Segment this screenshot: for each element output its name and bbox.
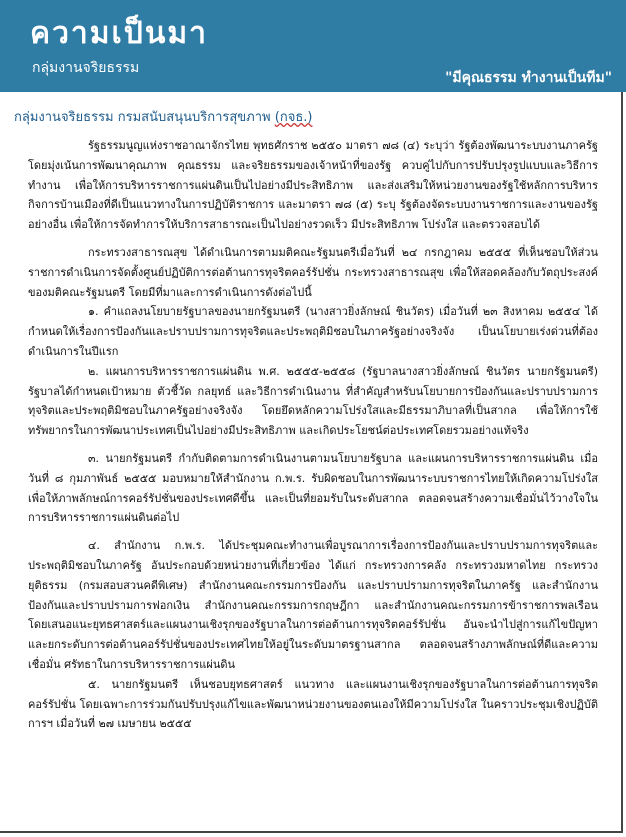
document-heading [14, 106, 312, 127]
page-title: ความเป็นมา [30, 16, 208, 51]
heading-abbreviation: (กจธ.) [274, 110, 313, 125]
paragraph-item-3: ๓. นายกรัฐมนตรี กำกับติดตามการดำเนินงานตามนโยบายรัฐบาล และแผนการบริหารราชการแผ่นดิน เมื่อวันที่ ๘ กุมภาพันธ์ ๒๕๕๕ มอบหมายให้สำนักงาน ก.พ.ร. รับผิดชอบในการพัฒนาระบบราชการไทยให้เกิดความโปร่งใส เพื่อให้ภาพลักษณ์การคอร์รัปชั่นของประเทศดีขึ้น และเป็นที่ยอมรับในระดับสากล ตลอดจนสร้างความเชื่อมั่นไว้วางใจในการบริหารราชการแผ่นดินต่อไป [28, 451, 598, 525]
paragraph-item-5: ๕. นายกรัฐมนตรี เห็นชอบยุทธศาสตร์ แนวทาง และแผนงานเชิงรุกของรัฐบาลในการต่อต้านการทุจริตคอร์รัปชั่น โดยเฉพาะการร่วมกันปรับปรุงแก้ไขและพัฒนาหน่วยงานของตนเองให้มีความโปร่งใส ในคราวประชุมเชิงปฏิบัติการฯ เมื่อวันที่ ๒๗ เมษายน ๒๕๕๕ [28, 677, 598, 731]
slogan: "มีคุณธรรม ทำงานเป็นทีม" [445, 70, 612, 86]
paragraph-intro: รัฐธรรมนูญแห่งราชอาณาจักรไทย พุทธศักราช ๒๕๕๐ มาตรา ๗๘ (๔) ระบุว่า รัฐต้องพัฒนาระบบงานภาครัฐ โดยมุ่งเน้นการพัฒนาคุณภาพ คุณธรรม และจริยธรรมของเจ้าหน้าที่ของรัฐ ควบคู่ไปกับการปรับปรุงรูปแบบและวิธีการทำงาน เพื่อให้การบริหารราชการแผ่นดินเป็นไปอย่างมีประสิทธิภาพ และส่งเสริมให้หน่วยงานของรัฐใช้หลักการบริหารกิจการบ้านเมืองที่ดีเป็นแนวทางในการปฏิบัติราชการ และมาตรา ๗๘ (๕) ระบุ รัฐต้องจัดระบบงานราชการและงานของรัฐอย่างอื่น เพื่อให้การจัดทำการให้บริการสาธารณะเป็นไปอย่างรวดเร็ว มีประสิทธิภาพ โปร่งใส และตรวจสอบได้ [28, 139, 598, 232]
header-banner [0, 0, 626, 92]
paragraph-ministry: กระทรวงสาธารณสุข ได้ดำเนินการตามมติคณะรัฐมนตรีเมื่อวันที่ ๒๔ กรกฎาคม ๒๕๕๕ ที่เห็นชอบให้ส่วนราชการดำเนินการจัดตั้งศูนย์ปฏิบัติการต่อต้านการทุจริตคอร์รัปชั่น กระทรวงสาธารณสุข เพื่อให้สอดคล้องกับวัตถุประสงค์ของมติคณะรัฐมนตรี โดยมีที่มาและการดำเนินการดังต่อไปนี้ [28, 245, 598, 299]
page-subtitle: กลุ่มงานจริยธรรม [32, 60, 140, 76]
document-body [28, 136, 598, 734]
paragraph-item-1: ๑. คำแถลงนโยบายรัฐบาลของนายกรัฐมนตรี (นางสาวยิ่งลักษณ์ ชินวัตร) เมื่อวันที่ ๒๓ สิงหาคม ๒๕๕๔ ได้กำหนดให้เรื่องการป้องกันและปราบปรามการทุจริตและประพฤติมิชอบในภาครัฐอย่างจริงจัง เป็นนโยบายเร่งด่วนที่ต้องดำเนินการในปีแรก [28, 305, 598, 358]
heading-text: กลุ่มงานจริยธรรม กรมสนับสนุนบริการสุขภาพ [14, 110, 271, 125]
paragraph-item-2: ๒. แผนการบริหารราชการแผ่นดิน พ.ศ. ๒๕๕๕-๒๕๕๘ (รัฐบาลนางสาวยิ่งลักษณ์ ชินวัตร นายกรัฐมนตรี) รัฐบาลได้กำหนดเป้าหมาย ตัวชี้วัด กลยุทธ์ และวิธีการดำเนินงาน ที่สำคัญสำหรับนโยบายการป้องกันและปราบปรามการทุจริตและประพฤติมิชอบในภาครัฐอย่างจริงจัง โดยยึดหลักความโปร่งใสและมีธรรมาภิบาลที่เป็นสากล เพื่อให้การใช้ทรัพยากรในการพัฒนาประเทศเป็นไปอย่างมีประสิทธิภาพ และเกิดประโยชน์ต่อประเทศโดยรวมอย่างแท้จริง [28, 364, 598, 438]
paragraph-item-4: ๔. สำนักงาน ก.พ.ร. ได้ประชุมคณะทำงานเพื่อบูรณาการเรื่องการป้องกันและปราบปรามการทุจริตและประพฤติมิชอบในภาครัฐ อันประกอบด้วยหน่วยงานที่เกี่ยวข้อง ได้แก่ กระทรวงการคลัง กระทรวงมหาดไทย กระทรวงยุติธรรม (กรมสอบสวนคดีพิเศษ) สำนักงานคณะกรรมการป้องกัน และปราบปรามการทุจริตในภาครัฐ และสำนักงานป้องกันและปราบปรามการฟอกเงิน สำนักงานคณะกรรมการกฤษฎีกา และสำนักงานคณะกรรมการข้าราชการพลเรือน โดยเสนอแนะยุทธศาสตร์และแผนงานเชิงรุกของรัฐบาลในการต่อต้านการทุจริตคอร์รัปชั่น อันจะนำไปสู่การแก้ไขปัญหาและยกระดับการต่อต้านคอร์รัปชั่นของประเทศไทยให้อยู่ในระดับมาตรฐานสากล ตลอดจนสร้างภาพลักษณ์ที่ดีและความเชื่อมั่น ศรัทธาในการบริหารราชการแผ่นดิน [28, 539, 598, 671]
